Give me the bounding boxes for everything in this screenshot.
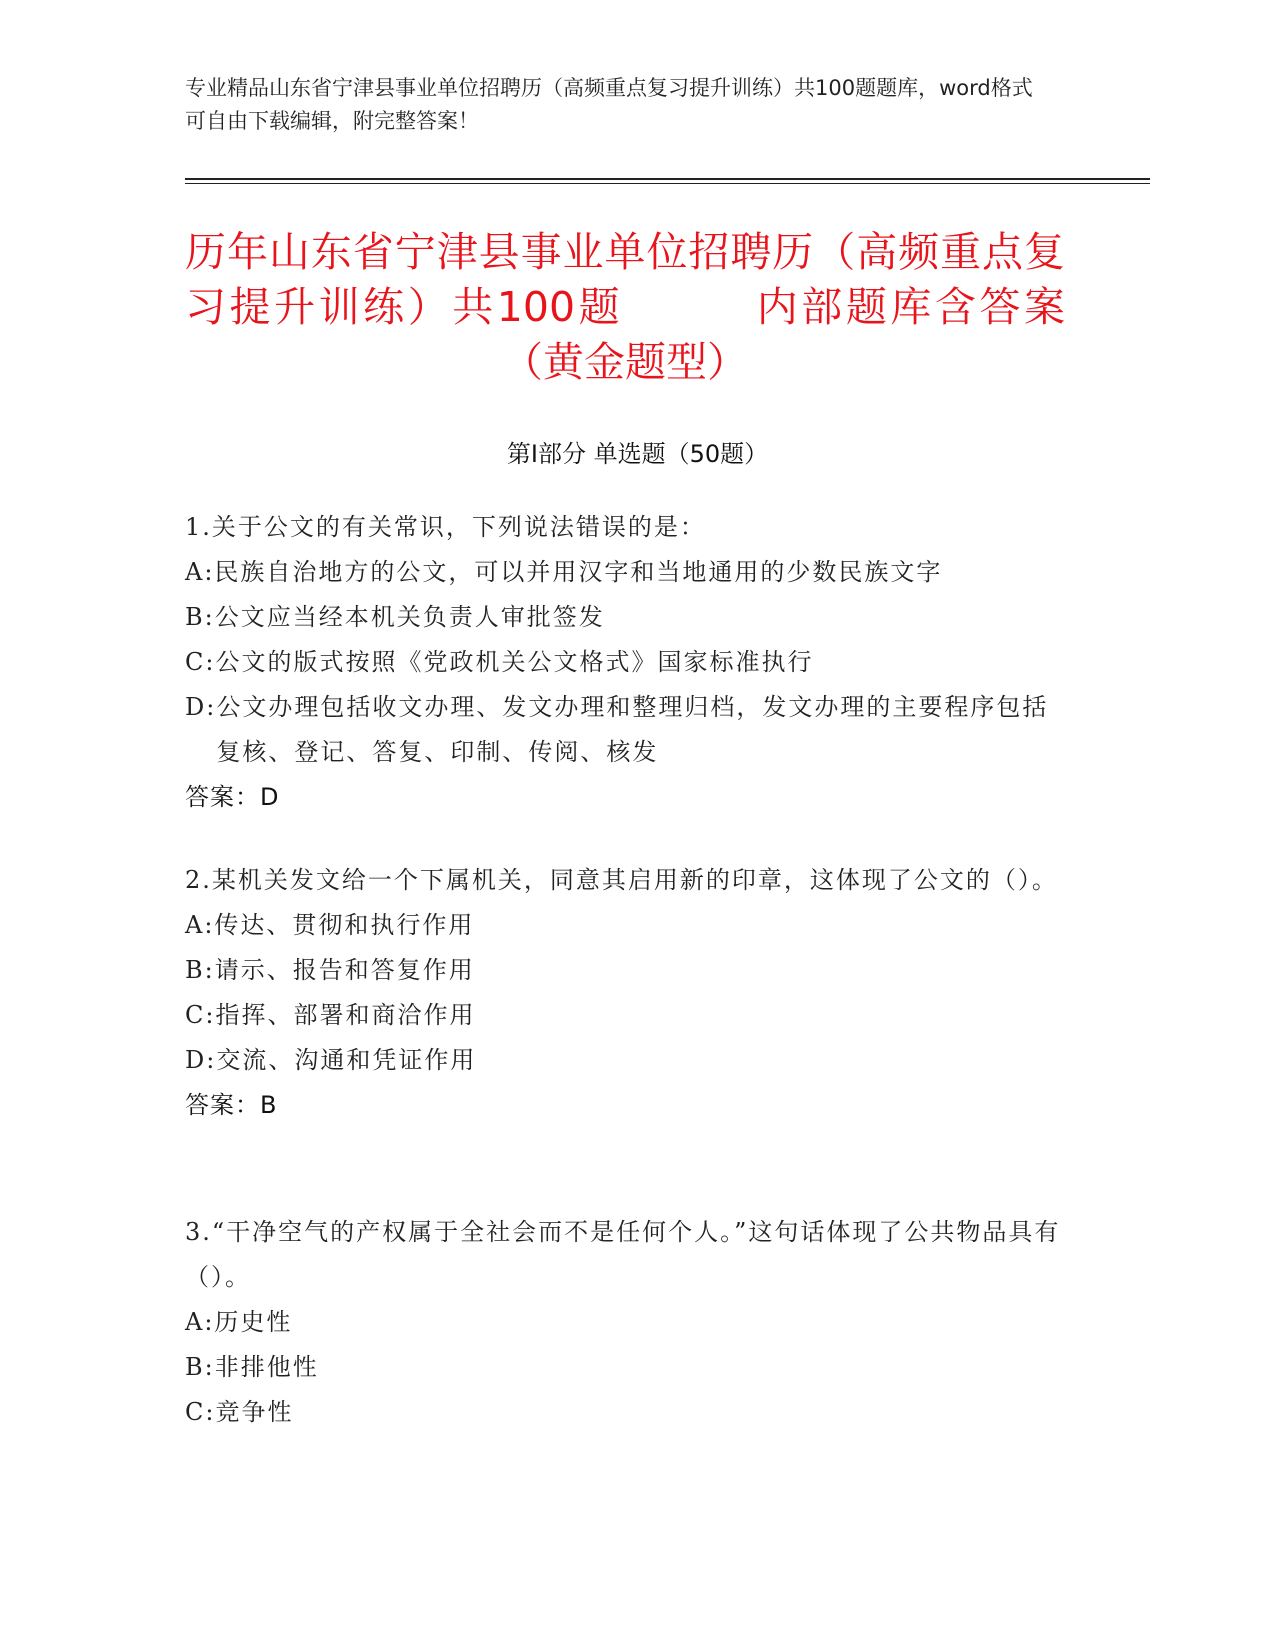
option-text: 公文办理包括收文办理、发文办理和整理归档，发文办理的主要程序包括复核、登记、答复、印制、传阅、核发 xyxy=(216,693,1049,766)
question-2 xyxy=(185,858,1065,1128)
header-rule-thick xyxy=(185,178,1150,180)
document-title: 历年山东省宁津县事业单位招聘历（高频重点复习提升训练）共100题 内部题库含答案（黄金题型） xyxy=(185,228,1065,386)
option-label: D: xyxy=(185,1046,217,1074)
option-text: 竞争性 xyxy=(215,1398,294,1426)
option-text: 民族自治地方的公文，可以并用汉字和当地通用的少数民族文字 xyxy=(214,558,943,586)
option-label: C: xyxy=(185,1001,216,1029)
answer: 答案：D xyxy=(185,783,280,811)
option-b xyxy=(185,948,1065,993)
option-a xyxy=(185,550,1065,595)
option-c xyxy=(185,1390,1065,1435)
option-label: B: xyxy=(185,603,215,631)
option-b xyxy=(185,595,1065,640)
option-text: 指挥、部署和商洽作用 xyxy=(215,1001,476,1029)
option-label: D: xyxy=(185,693,217,721)
option-text: 历史性 xyxy=(214,1308,293,1336)
option-label: A: xyxy=(185,1308,215,1336)
option-text: 非排他性 xyxy=(214,1353,319,1381)
option-label: A: xyxy=(185,558,215,586)
option-text: 传达、贯彻和执行作用 xyxy=(214,911,475,939)
option-a xyxy=(185,1300,1065,1345)
option-b xyxy=(185,1345,1065,1390)
question-stem: 3.“干净空气的产权属于全社会而不是任何个人。”这句话体现了公共物品具有（）。 xyxy=(185,1218,1061,1291)
option-text: 请示、报告和答复作用 xyxy=(214,956,475,984)
header-note: 专业精品山东省宁津县事业单位招聘历（高频重点复习提升训练）共100题题库，word格式可自由下载编辑，附完整答案！ xyxy=(185,76,1033,133)
option-c xyxy=(185,993,1065,1038)
option-text: 交流、沟通和凭证作用 xyxy=(216,1046,477,1074)
option-label: C: xyxy=(185,648,216,676)
option-text: 公文应当经本机关负责人审批签发 xyxy=(214,603,605,631)
option-label: B: xyxy=(185,1353,215,1381)
option-d xyxy=(185,1038,1065,1083)
question-stem: 2.某机关发文给一个下属机关，同意其启用新的印章，这体现了公文的（）。 xyxy=(185,866,1058,894)
question-3 xyxy=(185,1210,1065,1435)
option-c xyxy=(185,640,1065,685)
question-stem: 1.关于公文的有关常识，下列说法错误的是： xyxy=(185,513,706,541)
option-a xyxy=(185,903,1065,948)
option-d xyxy=(185,685,1065,775)
section-title: 第Ⅰ部分 单选题（50题） xyxy=(506,440,769,468)
option-label: C: xyxy=(185,1398,216,1426)
option-label: A: xyxy=(185,911,215,939)
answer: 答案：B xyxy=(185,1091,278,1119)
option-label: B: xyxy=(185,956,215,984)
option-text: 公文的版式按照《党政机关公文格式》国家标准执行 xyxy=(215,648,814,676)
question-1 xyxy=(185,505,1065,820)
header-rule-thin xyxy=(185,183,1150,184)
